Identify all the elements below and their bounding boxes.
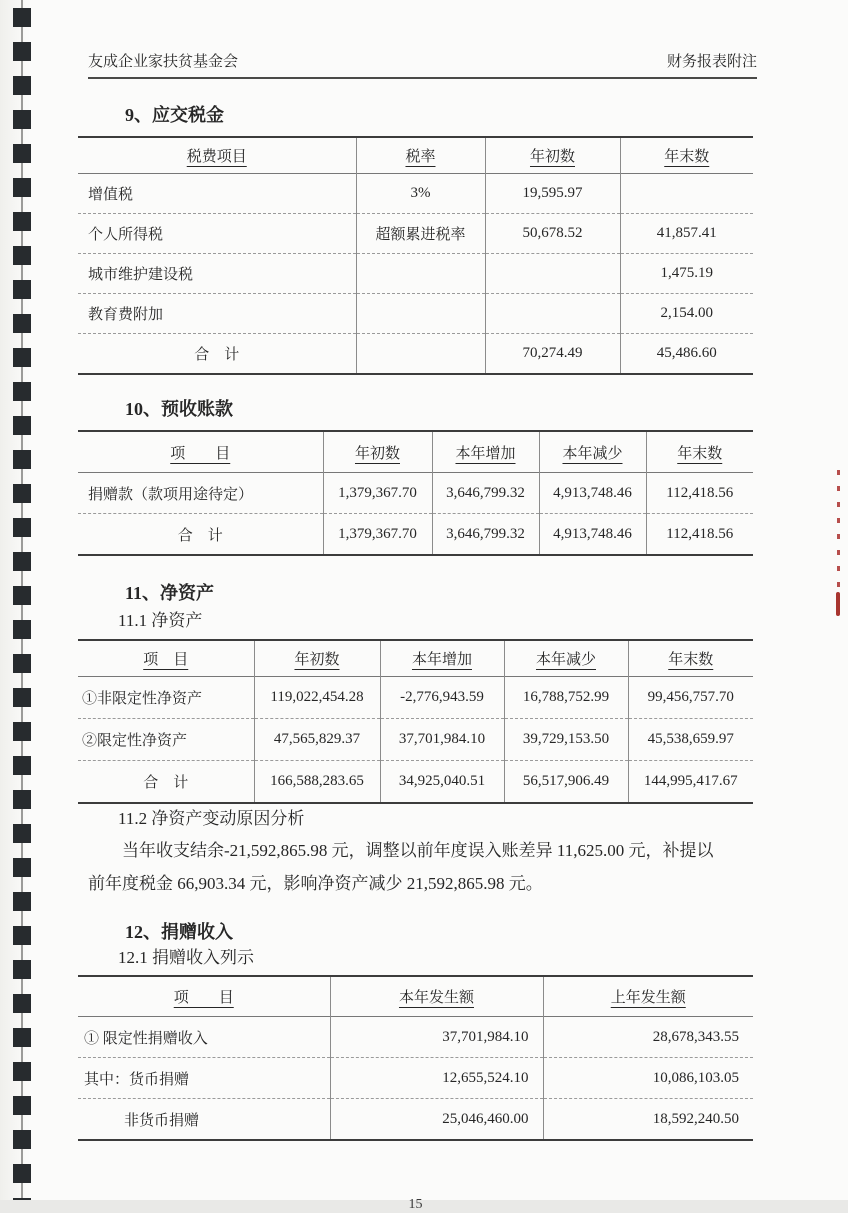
analysis-text-line: 前年度税金 66,903.34 元，影响净资产减少 21,592,865.98 元。 — [88, 874, 543, 893]
table-header-row — [78, 976, 753, 1017]
analysis-text-line: 当年收支结余-21,592,865.98 元，调整以前年度误入账差异 11,625.00 元，补提以 — [122, 841, 714, 860]
column-header: 年末数 — [620, 137, 753, 174]
table-header-row — [78, 137, 753, 174]
table-total-row — [78, 334, 753, 375]
table-cell: ②限定性净资产 — [82, 733, 188, 749]
table-total-row — [78, 761, 753, 804]
table-cell: ① 限定性捐赠收入 — [84, 1030, 208, 1047]
subsection-11-1-title: 11.1 净资产 — [118, 611, 203, 630]
table-row — [78, 1017, 753, 1058]
column-header: 项 目 — [173, 990, 234, 1006]
donation-income-table — [78, 975, 753, 1141]
table-cell: 18,592,240.50 — [543, 1099, 753, 1141]
page-number: 15 — [408, 1197, 423, 1212]
subsection-11-2-title: 11.2 净资产变动原因分析 — [118, 809, 305, 828]
net-assets-table — [78, 639, 753, 804]
table-cell — [356, 254, 485, 294]
table-cell: 3,646,799.32 — [432, 473, 539, 514]
doc-header — [88, 50, 757, 79]
table-row — [78, 294, 753, 334]
table-row — [78, 719, 753, 761]
table-cell: 城市维护建设税 — [88, 267, 194, 283]
table-cell: 合 计 — [194, 347, 240, 363]
column-header: 本年增加 — [432, 431, 539, 473]
column-header: 年末数 — [628, 640, 753, 677]
column-header: 项 目 — [170, 445, 231, 462]
table-cell: 112,418.56 — [646, 473, 753, 514]
table-cell — [356, 294, 485, 334]
table-cell: 16,788,752.99 — [504, 677, 628, 719]
table-cell: ①非限定性净资产 — [82, 691, 203, 707]
column-header: 项 目 — [143, 652, 189, 668]
table-cell — [620, 174, 753, 214]
net-assets-analysis — [88, 834, 748, 900]
column-header: 年初数 — [485, 137, 620, 174]
table-cell: 4,913,748.46 — [539, 514, 646, 556]
table-cell: 1,475.19 — [620, 254, 753, 294]
column-header: 本年减少 — [539, 431, 646, 473]
table-cell: 19,595.97 — [485, 174, 620, 214]
doc-title-left: 友成企业家扶贫基金会 — [88, 54, 239, 70]
table-row — [78, 473, 753, 514]
table-cell: 37,701,984.10 — [380, 719, 504, 761]
table-cell: 教育费附加 — [88, 307, 164, 323]
table-cell: -2,776,943.59 — [380, 677, 504, 719]
table-cell: 2,154.00 — [620, 294, 753, 334]
table-header-row — [78, 640, 753, 677]
table-cell: 144,995,417.67 — [628, 761, 753, 804]
column-header: 年末数 — [646, 431, 753, 473]
table-cell: 非货币捐赠 — [124, 1112, 200, 1129]
table-cell: 4,913,748.46 — [539, 473, 646, 514]
table-cell — [356, 334, 485, 375]
table-cell: 10,086,103.05 — [543, 1058, 753, 1099]
table-cell: 25,046,460.00 — [330, 1099, 543, 1141]
red-edge-ink-blob — [836, 592, 840, 616]
table-cell: 50,678.52 — [485, 214, 620, 254]
table-cell — [485, 294, 620, 334]
table-cell — [485, 254, 620, 294]
table-cell: 56,517,906.49 — [504, 761, 628, 804]
document-content — [78, 0, 757, 1213]
table-row — [78, 254, 753, 294]
column-header: 税费项目 — [186, 149, 247, 165]
table-cell: 捐赠款（款项用途待定） — [88, 486, 254, 503]
table-cell: 1,379,367.70 — [323, 514, 432, 556]
table-cell: 45,486.60 — [620, 334, 753, 375]
table-cell: 1,379,367.70 — [323, 473, 432, 514]
table-cell: 99,456,757.70 — [628, 677, 753, 719]
table-cell: 112,418.56 — [646, 514, 753, 556]
column-header: 年初数 — [254, 640, 380, 677]
section-11-title: 11、净资产 — [125, 583, 215, 603]
table-row — [78, 677, 753, 719]
table-cell: 个人所得税 — [88, 227, 164, 243]
table-row — [78, 1058, 753, 1099]
table-cell: 70,274.49 — [485, 334, 620, 375]
column-header: 年初数 — [323, 431, 432, 473]
table-cell: 3,646,799.32 — [432, 514, 539, 556]
column-header: 本年减少 — [504, 640, 628, 677]
table-cell: 37,701,984.10 — [330, 1017, 543, 1058]
table-cell: 增值税 — [88, 187, 134, 203]
table-cell: 34,925,040.51 — [380, 761, 504, 804]
column-header: 上年发生额 — [543, 976, 753, 1017]
subsection-12-1-title: 12.1 捐赠收入列示 — [118, 948, 254, 967]
table-cell: 12,655,524.10 — [330, 1058, 543, 1099]
table-cell: 45,538,659.97 — [628, 719, 753, 761]
table-cell: 39,729,153.50 — [504, 719, 628, 761]
column-header: 本年增加 — [380, 640, 504, 677]
table-cell: 合 计 — [143, 775, 189, 791]
table-cell: 其中：货币捐赠 — [84, 1071, 190, 1088]
table-cell: 超额累进税率 — [356, 214, 485, 254]
table-cell: 47,565,829.37 — [254, 719, 380, 761]
section-12-title: 12、捐赠收入 — [125, 922, 233, 942]
tax-payable-table — [78, 136, 753, 375]
table-row — [78, 174, 753, 214]
table-cell: 166,588,283.65 — [254, 761, 380, 804]
doc-title-right: 财务报表附注 — [666, 54, 757, 70]
red-edge-ink-mark — [837, 470, 840, 595]
table-cell: 28,678,343.55 — [543, 1017, 753, 1058]
advance-receipts-table — [78, 430, 753, 556]
table-row — [78, 214, 753, 254]
column-header: 税率 — [356, 137, 485, 174]
table-cell: 41,857.41 — [620, 214, 753, 254]
section-9-title: 9、应交税金 — [125, 105, 224, 125]
table-header-row — [78, 431, 753, 473]
table-cell: 3% — [356, 174, 485, 214]
table-cell: 119,022,454.28 — [254, 677, 380, 719]
table-cell: 合 计 — [177, 527, 223, 544]
section-10-title: 10、预收账款 — [125, 399, 233, 419]
spiral-binding-teeth — [13, 0, 31, 1200]
column-header: 本年发生额 — [330, 976, 543, 1017]
table-row — [78, 1099, 753, 1141]
table-total-row — [78, 514, 753, 556]
